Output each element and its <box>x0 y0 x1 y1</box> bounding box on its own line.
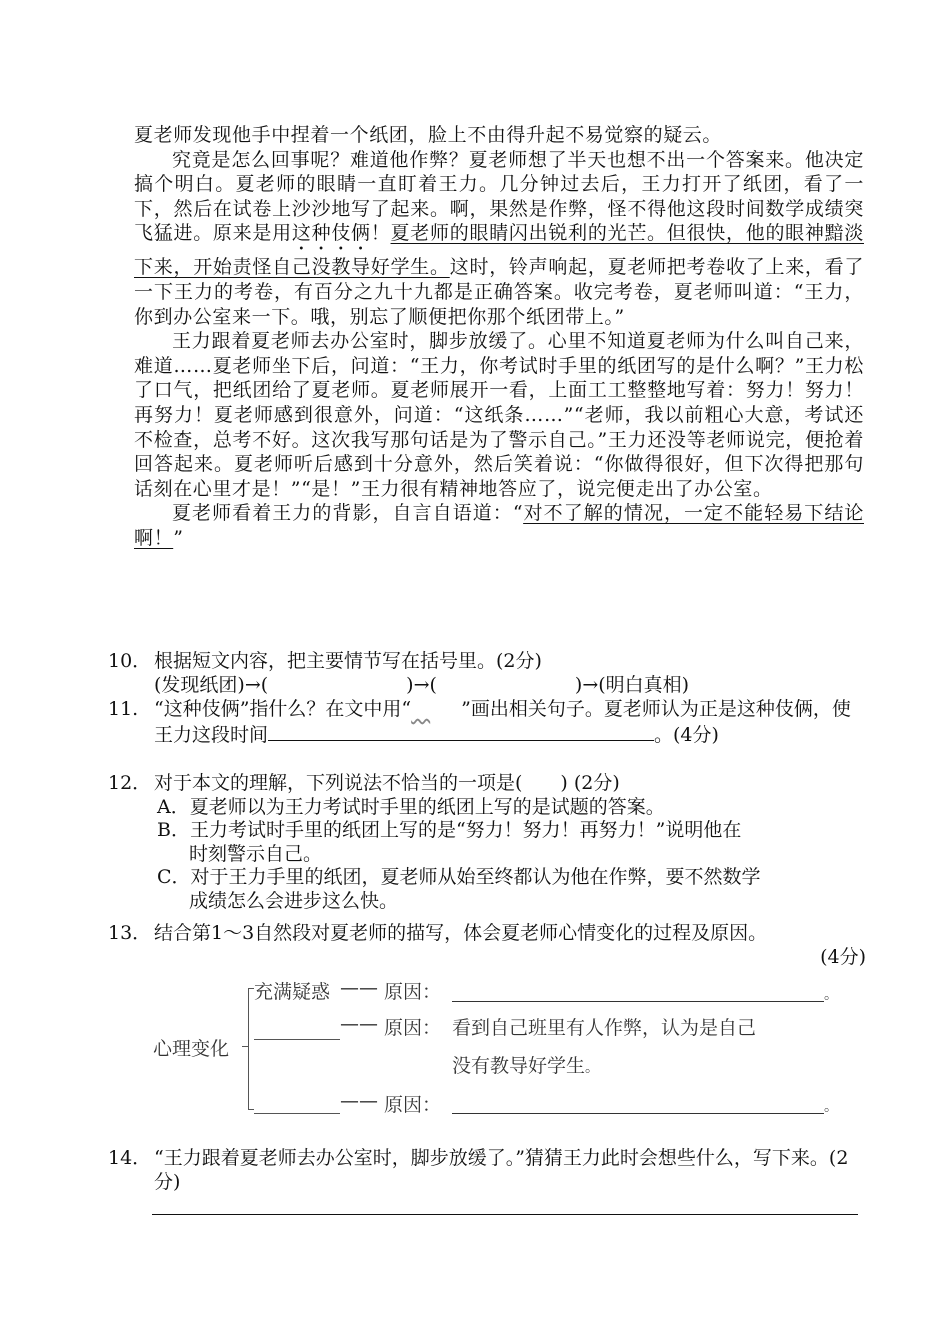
option-b[interactable] <box>154 819 866 866</box>
branch-1-answer-line[interactable] <box>452 1001 824 1002</box>
option-c[interactable] <box>154 866 866 913</box>
dotted-phrase: 这种伎俩 <box>291 222 371 245</box>
brace-vertical <box>248 988 249 1109</box>
paragraph-2 <box>134 148 864 330</box>
paragraph-2-text-b: ！ <box>370 222 391 245</box>
paragraph-4-text-b: ” <box>173 526 184 549</box>
question-number: 10． <box>108 650 152 672</box>
chain-mid: )→( <box>406 673 437 696</box>
question-13 <box>108 922 866 969</box>
branch-3-state-blank[interactable] <box>254 1113 340 1114</box>
question-text: 根据短文内容，把主要情节写在括号里。(2分) <box>154 650 542 672</box>
branch-1-reason-label: 原因： <box>384 981 442 1003</box>
branch-2-period: 。 <box>585 1060 600 1076</box>
option-label: C． <box>157 866 191 888</box>
question-text-a: “这种伎俩”指什么？在文中用“ <box>154 698 412 720</box>
paragraph-3: 王力跟着夏老师去办公室时，脚步放缓了。心里不知道夏老师为什么叫自己来，难道……夏老师坐下后，问道：“王力，你考试时手里的纸团写的是什么啊？”王力松了口气，把纸团给了夏老师。夏老师展开一看，上面工工整整地写着：努力！努力！再努力！夏老师感到很意外，问道：“这纸条……”“老师，我以前粗心大意，考试还不检查，总考不好。这次我写那句话是为了警示自己。”王力还没等老师说完，便抢着回答起来。夏老师听后感到十分意外，然后笑着说：“你做得很好，但下次得把那句话刻在心里才是！”“是！”王力很有精神地答应了，说完便走出了办公室。 <box>134 330 864 500</box>
option-a[interactable] <box>154 796 866 820</box>
branch-1-period: 。 <box>824 987 838 1003</box>
answer-blank-2[interactable] <box>437 681 575 691</box>
diagram-root-label: 心理变化 <box>153 1038 230 1060</box>
option-text-continued: 成绩怎么会进步这么快。 <box>189 889 399 912</box>
branch-3-period: 。 <box>824 1099 838 1115</box>
branch-2-dash: —— <box>340 1013 378 1035</box>
option-text: 王力考试时手里的纸团上写的是“努力！努力！再努力！”说明他在 <box>189 819 742 841</box>
question-number: 11. <box>108 698 139 720</box>
paragraph-2-text-a: 究竟是怎么回事呢？难道他作弊？夏老师想了半天也想不出一个答案来。他决定搞个明白。夏老师的眼睛一直盯着王力。几分钟过去后，王力打开了纸团，看了一下，然后在试卷上沙沙地写了起来。啊，果然是作弊，怪不得他这段时间数学成绩突飞猛进。原来是用 <box>134 148 864 245</box>
answer-blank-1[interactable] <box>268 681 406 691</box>
q14-answer-line[interactable] <box>152 1214 858 1215</box>
plot-chain <box>154 674 866 698</box>
branch-2-reason-text: 没有教导好学生 <box>452 1055 586 1077</box>
option-text: 对于王力手里的纸团，夏老师从始至终都认为他在作弊，要不然数学 <box>190 866 761 888</box>
branch-2-reason-label: 原因： <box>384 1017 442 1039</box>
brace-middle-tick <box>242 1046 248 1047</box>
branch-3-dash: —— <box>340 1090 378 1112</box>
branch-3-reason-label: 原因： <box>384 1094 442 1116</box>
branch-1-dash: —— <box>340 977 378 999</box>
paragraph-4 <box>134 501 864 550</box>
question-text: “王力跟着夏老师去办公室时，脚步放缓了。”猜猜王力此时会想些什么，写下来。(2分) <box>154 1147 849 1193</box>
question-number: 13． <box>108 922 152 944</box>
option-text-continued: 时刻警示自己。 <box>189 842 323 865</box>
paragraph-1: 夏老师发现他手中捏着一个纸团，脸上不由得升起不易觉察的疑云。 <box>134 124 723 146</box>
wavy-line-sample <box>411 698 461 722</box>
brace-bottom-tick <box>248 1109 254 1110</box>
reading-passage <box>134 123 864 551</box>
paragraph-4-text-a: 夏老师看着王力的背影，自言自语道：“ <box>172 502 524 525</box>
question-text: 对于本文的理解，下列说法不恰当的一项是( ) (2分) <box>154 772 620 794</box>
question-11 <box>108 698 866 747</box>
question-12 <box>108 772 866 913</box>
underlined-sentence-2: 对不了解的情况，一定不能轻易下结论啊！ <box>134 502 864 549</box>
branch-2-reason-line-2 <box>452 1051 599 1078</box>
branch-1-state: 充满疑惑 <box>254 981 331 1003</box>
answer-line[interactable] <box>268 722 654 741</box>
chain-end: )→(明白真相) <box>574 673 690 696</box>
question-score: (4分) <box>820 945 866 968</box>
option-label: A． <box>157 795 190 818</box>
branch-3-answer-line[interactable] <box>452 1113 824 1114</box>
question-text: 结合第1～3自然段对夏老师的描写，体会夏老师心情变化的过程及原因。 <box>154 922 768 944</box>
question-14 <box>108 1147 866 1194</box>
chain-start: (发现纸团)→( <box>154 673 269 696</box>
question-10 <box>108 650 866 697</box>
branch-2-reason-line-1: 看到自己班里有人作弊，认为是自己 <box>452 1017 757 1039</box>
question-text-c: 。(4分) <box>654 723 719 746</box>
paragraph-2-text-c: 这时，铃声响起，夏老师把考卷收了上来，看了一下王力的考卷，有百分之九十九都是正确答案。收完考卷，夏老师叫道：“王力，你到办公室来一下。哦，别忘了顺便把你那个纸团带上。” <box>134 256 864 328</box>
question-text-b: ”画出相关句子。夏老师认为正是这种伎俩，使王力这段时间 <box>154 698 851 746</box>
underlined-sentence-1: 夏老师的眼睛闪出锐利的光芒。但很快，他的眼神黯淡下来，开始责怪自己没教导好学生。 <box>134 222 864 279</box>
option-text: 夏老师以为王力考试时手里的纸团上写的是试题的答案。 <box>189 795 665 818</box>
branch-2-state-blank[interactable] <box>254 1039 340 1040</box>
option-label: B． <box>157 819 190 841</box>
question-number: 12． <box>108 772 152 794</box>
question-number: 14． <box>108 1147 152 1169</box>
